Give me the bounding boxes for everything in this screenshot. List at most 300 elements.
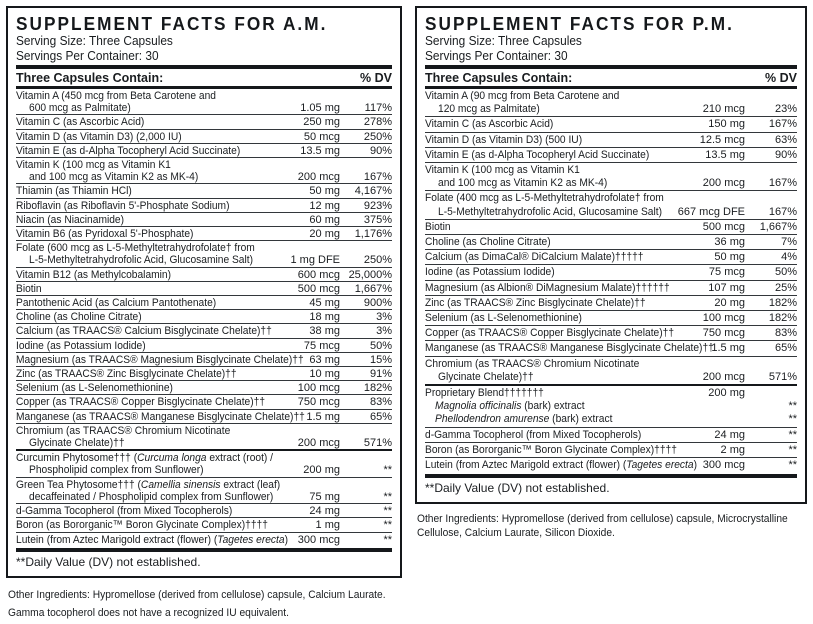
table-row (16, 267, 392, 281)
dv-cell: 4% (781, 251, 797, 264)
table-row-line (16, 102, 392, 114)
table-row-line (16, 368, 392, 380)
table-row (425, 442, 797, 457)
table-row-line (16, 171, 392, 183)
ingredient-name (16, 214, 124, 226)
amount-cell: 13.5 mg (705, 148, 745, 161)
ingredient-text: L-5-Methyltetrahydrofolic Acid, Glucosamine Salt) (438, 205, 663, 218)
ingredient-name (16, 283, 42, 295)
other-ingredients-pm (417, 512, 809, 544)
amount-cell: 1.5 mg (711, 342, 745, 355)
amount-cell: 300 mcg (702, 459, 745, 472)
table-row (425, 89, 797, 116)
table-row (16, 338, 392, 352)
amount-cell: 38 mg (309, 325, 340, 338)
ingredient-text: Iodine (as Potassium Iodide) (16, 339, 146, 352)
dv-cell: ** (788, 428, 797, 441)
table-row-line (425, 221, 797, 234)
ingredient-text: Vitamin E (as d-Alpha Tocopheryl Acid Succinate) (16, 144, 241, 157)
table-row (425, 249, 797, 264)
ingredient-text: Zinc (as TRAACS® Zinc Bisglycinate Chelate)†† (425, 296, 646, 309)
table-row-line (16, 491, 392, 503)
dv-cell: ** (788, 443, 797, 456)
other-ingredients-note: Other Ingredients: Hypromellose (derived from cellulose) capsule, Calcium Laurate. (8, 589, 386, 601)
ingredient-name (425, 342, 714, 355)
table-row (16, 323, 392, 337)
table-row (425, 310, 797, 325)
table-row (425, 132, 797, 147)
amount-cell: 18 mg (309, 311, 340, 324)
amount-cell: 200 mcg (297, 437, 340, 450)
dv-cell: ** (383, 490, 392, 503)
table-row (16, 503, 392, 517)
amount-cell: 100 mcg (297, 382, 340, 395)
table-row (16, 226, 392, 240)
ingredient-name (425, 444, 677, 457)
table-row-line (425, 327, 797, 340)
ingredient-text: Vitamin K (100 mcg as Vitamin K1 (425, 164, 580, 177)
ingredient-text: Vitamin C (as Ascorbic Acid) (16, 116, 145, 129)
table-row-line (16, 325, 392, 337)
ingredient-name (438, 206, 662, 219)
table-row-line (425, 266, 797, 279)
ingredient-name (16, 242, 255, 254)
table-row (425, 280, 797, 295)
ingredient-name (16, 131, 182, 143)
dv-cell: 571% (363, 437, 392, 450)
servings-per-container-line: Servings Per Container: 30 (425, 48, 568, 63)
table-row-line (16, 411, 392, 423)
table-row-line (425, 164, 797, 177)
amount-cell: 1 mg DFE (290, 254, 340, 267)
amount-cell: 20 mg (309, 228, 340, 241)
table-row (425, 295, 797, 310)
amount-cell: 13.5 mg (300, 144, 340, 157)
ingredient-name (438, 371, 534, 384)
amount-cell: 100 mcg (702, 312, 745, 325)
table-row (16, 89, 392, 114)
table-row-line (425, 387, 797, 400)
dv-cell: 65% (369, 410, 392, 423)
dv-cell: 4,167% (354, 185, 392, 198)
ingredient-name (16, 325, 272, 337)
ingredient-text: d-Gamma Tocopherol (from Mixed Tocopherols) (16, 505, 233, 518)
dv-cell: ** (383, 505, 392, 518)
table-row-line (16, 214, 392, 226)
ingredient-text: Selenium (as L-Selenomethionine) (425, 312, 582, 325)
ingredient-name (425, 266, 555, 279)
ingredient-name (16, 90, 216, 102)
ingredient-name (16, 228, 193, 240)
ingredient-name (425, 297, 646, 310)
ingredient-name (425, 134, 582, 147)
table-row (16, 157, 392, 183)
ingredient-name (425, 90, 619, 103)
ingredient-text: Curcumin Phytosome††† ( (16, 452, 138, 465)
amount-cell: 200 mcg (297, 171, 340, 184)
ingredient-text: Lutein (from Aztec Marigold extract (flower) ( (16, 533, 218, 546)
column-header-contain: Three Capsules Contain: (425, 71, 573, 85)
amount-cell: 500 mcg (702, 220, 745, 233)
amount-cell: 63 mg (309, 353, 340, 366)
dv-cell: 1,667% (354, 282, 392, 295)
ingredient-text: Vitamin K (100 mcg as Vitamin K1 (16, 159, 171, 172)
ingredient-text: d-Gamma Tocopherol (from Mixed Tocopherols) (425, 428, 642, 441)
dv-cell: 23% (774, 103, 797, 116)
table-row (425, 219, 797, 234)
table-row (425, 147, 797, 162)
ingredient-text: Selenium (as L-Selenomethionine) (16, 382, 173, 395)
ingredient-name (16, 200, 229, 212)
ingredient-name (425, 149, 649, 162)
ingredient-text: Calcium (as DimaCal® DiCalcium Malate)††††† (425, 251, 644, 264)
amount-cell: 200 mcg (702, 370, 745, 383)
amount-cell: 36 mg (714, 236, 745, 249)
table-row (425, 340, 797, 355)
ingredient-latin-name: Curcuma longa (137, 452, 207, 465)
ingredient-name (438, 103, 540, 116)
amount-cell: 210 mcg (702, 103, 745, 116)
ingredient-text: Biotin (16, 282, 42, 295)
table-row-line (16, 519, 392, 531)
table-row-line (425, 206, 797, 219)
table-row (425, 116, 797, 131)
dv-cell: 250% (363, 130, 392, 143)
dv-cell: 25,000% (348, 268, 392, 281)
table-row (16, 198, 392, 212)
ingredient-text: Magnesium (as TRAACS® Magnesium Bisglycinate Chelate)†† (16, 353, 304, 366)
table-row-line (425, 282, 797, 295)
ingredient-name (16, 116, 144, 128)
ingredient-name (29, 464, 204, 476)
other-ingredients-am (8, 588, 448, 624)
dv-footnote: **Daily Value (DV) not established. (425, 474, 797, 497)
ingredient-text: Folate (400 mcg as L-5-Methyltetrahydrofolate† from (425, 192, 664, 205)
table-row (425, 356, 797, 384)
amount-cell: 60 mg (309, 213, 340, 226)
ingredient-text: Iodine (as Potassium Iodide) (425, 266, 555, 279)
amount-cell: 500 mcg (297, 282, 340, 295)
ingredient-name (16, 368, 237, 380)
ingredient-text: extract (root) / (206, 452, 274, 465)
table-row-line (16, 464, 392, 476)
table-row-line (16, 452, 392, 464)
ingredient-name (16, 425, 230, 437)
ingredient-name (425, 429, 641, 442)
ingredient-name (425, 118, 553, 131)
table-row-line (16, 116, 392, 128)
ingredient-text: Vitamin D (as Vitamin D3) (500 IU) (425, 133, 583, 146)
dv-cell: 117% (364, 102, 392, 115)
column-header-row (425, 69, 797, 86)
supplement-facts-panel-am (6, 6, 402, 578)
column-header-row (16, 69, 392, 86)
table-row-line (16, 297, 392, 309)
amount-cell: 50 mg (714, 251, 745, 264)
ingredient-name (16, 340, 146, 352)
servings-per-container-line: Servings Per Container: 30 (16, 48, 159, 63)
serving-size-line: Serving Size: Three Capsules (16, 34, 173, 48)
ingredient-name (16, 411, 305, 423)
ingredient-text: Vitamin B12 (as Methylcobalamin) (16, 268, 172, 281)
table-row-line (425, 358, 797, 371)
dv-cell: ** (383, 519, 392, 532)
amount-cell: 1 mg (315, 519, 340, 532)
ingredient-text: Biotin (425, 220, 451, 233)
ingredient-name (425, 164, 580, 177)
table-row-line (425, 459, 797, 472)
dv-cell: 3% (376, 325, 392, 338)
table-row-line (16, 505, 392, 517)
dv-cell: 65% (774, 342, 797, 355)
ingredient-text: Calcium (as TRAACS® Calcium Bisglycinate Chelate)†† (16, 325, 272, 338)
ingredient-table (16, 89, 392, 546)
table-row-line (16, 200, 392, 212)
table-row (16, 517, 392, 531)
amount-cell: 2 mg (720, 443, 745, 456)
ingredient-text: Vitamin E (as d-Alpha Tocopheryl Acid Succinate) (425, 148, 650, 161)
table-row (16, 366, 392, 380)
dv-cell: ** (383, 533, 392, 546)
dv-cell: 25% (774, 281, 797, 294)
ingredient-name (16, 534, 288, 546)
dv-cell: 571% (768, 370, 797, 383)
ingredient-name (16, 159, 171, 171)
table-row-line (425, 103, 797, 116)
table-row (425, 264, 797, 279)
table-row (16, 380, 392, 394)
ingredient-text: Boron (as Bororganic™ Boron Glycinate Complex)†††† (425, 443, 677, 456)
ingredient-text: Pantothenic Acid (as Calcium Pantothenate) (16, 297, 217, 310)
dv-cell: 182% (768, 296, 797, 309)
panel-title-pm: SUPPLEMENT FACTS FOR P.M. (425, 13, 734, 34)
amount-cell: 200 mg (708, 387, 745, 400)
table-row (16, 212, 392, 226)
ingredient-text: ) (284, 533, 288, 546)
table-row-line (16, 228, 392, 240)
supplement-facts-panel-pm (415, 6, 807, 504)
ingredient-latin-name: Camellia sinensis (140, 478, 221, 491)
table-row (16, 240, 392, 266)
ingredient-name (16, 396, 265, 408)
dv-cell: 90% (774, 148, 797, 161)
ingredient-name (425, 459, 697, 472)
table-row-line (16, 396, 392, 408)
ingredient-name (16, 479, 280, 491)
ingredient-text: L-5-Methyltetrahydrofolic Acid, Glucosamine Salt) (29, 254, 254, 267)
ingredient-name (425, 327, 674, 340)
ingredient-text: Folate (600 mcg as L-5-Methyltetrahydrofolate† from (16, 242, 255, 255)
amount-cell: 200 mcg (702, 177, 745, 190)
ingredient-name (425, 282, 670, 295)
dv-cell: 50% (369, 339, 392, 352)
table-row-line (16, 254, 392, 266)
amount-cell: 10 mg (309, 368, 340, 381)
amount-cell: 200 mg (303, 464, 340, 477)
dv-cell: ** (788, 459, 797, 472)
ingredient-text: extract (leaf) (220, 478, 281, 491)
amount-cell: 75 mcg (708, 266, 745, 279)
ingredient-name (425, 312, 582, 325)
amount-cell: 750 mcg (702, 327, 745, 340)
amount-cell: 12.5 mcg (699, 133, 745, 146)
dv-cell: 83% (774, 327, 797, 340)
table-row (16, 532, 392, 546)
table-row (16, 449, 392, 476)
amount-cell: 600 mcg (297, 268, 340, 281)
ingredient-text: Magnesium (as Albion® DiMagnesium Malate)†††††† (425, 281, 670, 294)
ingredient-text: Chromium (as TRAACS® Chromium Nicotinate (16, 424, 231, 437)
dv-cell: 1,667% (759, 220, 797, 233)
table-row-line (425, 429, 797, 442)
table-row-line (16, 269, 392, 281)
amount-cell: 1.5 mg (306, 410, 340, 423)
table-row (425, 234, 797, 249)
table-row-line (16, 425, 392, 437)
amount-cell: 107 mg (708, 281, 745, 294)
ingredient-text: and 100 mcg as Vitamin K2 as MK-4) (438, 177, 608, 190)
ingredient-text: Niacin (as Niacinamide) (16, 213, 125, 226)
ingredient-name (425, 236, 551, 249)
amount-cell: 667 mcg DFE (677, 205, 745, 218)
table-row-line (425, 297, 797, 310)
dv-cell: 91% (369, 368, 392, 381)
ingredient-name (29, 102, 131, 114)
ingredient-name (29, 491, 273, 503)
table-row-line (425, 236, 797, 249)
amount-cell: 20 mg (714, 296, 745, 309)
ingredient-name (16, 185, 132, 197)
ingredient-text: (bark) extract (521, 400, 585, 413)
ingredient-name (435, 413, 612, 426)
dv-cell: ** (383, 464, 392, 477)
amount-cell: 12 mg (309, 199, 340, 212)
dv-cell: 3% (376, 311, 392, 324)
ingredient-table (425, 89, 797, 472)
ingredient-text: 120 mcg as Palmitate) (438, 103, 540, 116)
amount-cell: 75 mcg (303, 339, 340, 352)
table-row (16, 114, 392, 128)
table-row-line (16, 534, 392, 546)
ingredient-text: Boron (as Bororganic™ Boron Glycinate Complex)†††† (16, 519, 268, 532)
ingredient-text: Glycinate Chelate)†† (438, 370, 534, 383)
ingredient-text: Vitamin B6 (as Pyridoxal 5'-Phosphate) (16, 228, 194, 241)
amount-cell: 24 mg (714, 428, 745, 441)
dv-cell: 83% (369, 396, 392, 409)
ingredient-text: Proprietary Blend††††††† (425, 387, 544, 400)
ingredient-text: decaffeinated / Phospholipid complex from Sunflower) (29, 490, 274, 503)
table-row-line (16, 311, 392, 323)
ingredient-name (16, 269, 171, 281)
dv-cell: 182% (768, 312, 797, 325)
table-row (16, 295, 392, 309)
dv-cell: 182% (363, 382, 392, 395)
dv-footnote: **Daily Value (DV) not established. (16, 548, 392, 571)
ingredient-text: Vitamin D (as Vitamin D3) (2,000 IU) (16, 130, 182, 143)
ingredient-text: Choline (as Choline Citrate) (16, 311, 142, 324)
table-row-line (16, 382, 392, 394)
dv-cell: ** (788, 413, 797, 426)
amount-cell: 75 mg (309, 490, 340, 503)
ingredient-name (425, 251, 643, 264)
ingredient-name (16, 354, 304, 366)
table-row-line (425, 118, 797, 131)
amount-cell: 250 mg (303, 116, 340, 129)
ingredient-name (16, 382, 173, 394)
ingredient-text: Riboflavin (as Riboflavin 5'-Phosphate Sodium) (16, 199, 230, 212)
table-row (16, 352, 392, 366)
amount-cell: 45 mg (309, 297, 340, 310)
table-row-line (425, 149, 797, 162)
table-row (16, 143, 392, 157)
amount-cell: 300 mcg (297, 533, 340, 546)
table-row-line (16, 340, 392, 352)
table-row (16, 409, 392, 423)
ingredient-name (16, 145, 240, 157)
panel-title-am: SUPPLEMENT FACTS FOR A.M. (16, 13, 328, 34)
ingredient-name (16, 297, 216, 309)
dv-cell: 250% (363, 254, 392, 267)
ingredient-name (29, 171, 198, 183)
table-row-line (16, 131, 392, 143)
table-row-line (16, 90, 392, 102)
ingredient-name (29, 254, 253, 266)
dv-cell: 90% (369, 144, 392, 157)
ingredient-name (425, 221, 451, 234)
ingredient-text: and 100 mcg as Vitamin K2 as MK-4) (29, 171, 199, 184)
ingredient-text: (bark) extract (549, 413, 613, 426)
table-row (16, 394, 392, 408)
table-row (16, 281, 392, 295)
table-row-line (16, 354, 392, 366)
ingredient-text: Zinc (as TRAACS® Zinc Bisglycinate Chelate)†† (16, 368, 237, 381)
ingredient-text: Vitamin A (450 mcg from Beta Carotene and (16, 90, 216, 102)
ingredient-text: Thiamin (as Thiamin HCl) (16, 185, 132, 198)
column-header-contain: Three Capsules Contain: (16, 71, 164, 85)
table-row (425, 190, 797, 218)
ingredient-latin-name: Tagetes erecta (626, 459, 694, 472)
ingredient-name (425, 358, 639, 371)
ingredient-text: Manganese (as TRAACS® Manganese Bisglycinate Chelate)†† (425, 342, 714, 355)
ingredient-text: ) (693, 459, 697, 472)
amount-cell: 750 mcg (297, 396, 340, 409)
dv-cell: 167% (363, 171, 392, 184)
table-row-line (425, 444, 797, 457)
dv-cell: 167% (768, 205, 797, 218)
table-row-line (425, 342, 797, 355)
other-ingredients-note: Other Ingredients: Hypromellose (derived from cellulose) capsule, Microcrystalline Cellulose, Calcium Laurate, Silicon Dioxide. (417, 513, 788, 539)
table-row-line (425, 312, 797, 325)
dv-cell: 900% (363, 297, 392, 310)
ingredient-latin-name: Tagetes erecta (217, 533, 285, 546)
dv-cell: 1,176% (354, 228, 392, 241)
other-ingredients-note: Gamma tocopherol does not have a recognized IU equivalent. (8, 607, 289, 619)
dv-cell: 7% (781, 236, 797, 249)
table-row-line (16, 479, 392, 491)
ingredient-text: 600 mcg as Palmitate) (29, 102, 131, 115)
ingredient-name (16, 452, 273, 464)
ingredient-text: Vitamin C (as Ascorbic Acid) (425, 118, 554, 131)
dv-cell: 63% (774, 133, 797, 146)
ingredient-name (16, 505, 232, 517)
dv-cell: 923% (363, 199, 392, 212)
ingredient-name (425, 192, 664, 205)
amount-cell: 24 mg (309, 505, 340, 518)
amount-cell: 50 mcg (303, 130, 340, 143)
dv-cell: 167% (768, 118, 797, 131)
table-row-line (425, 413, 797, 426)
ingredient-text: Chromium (as TRAACS® Chromium Nicotinate (425, 357, 640, 370)
